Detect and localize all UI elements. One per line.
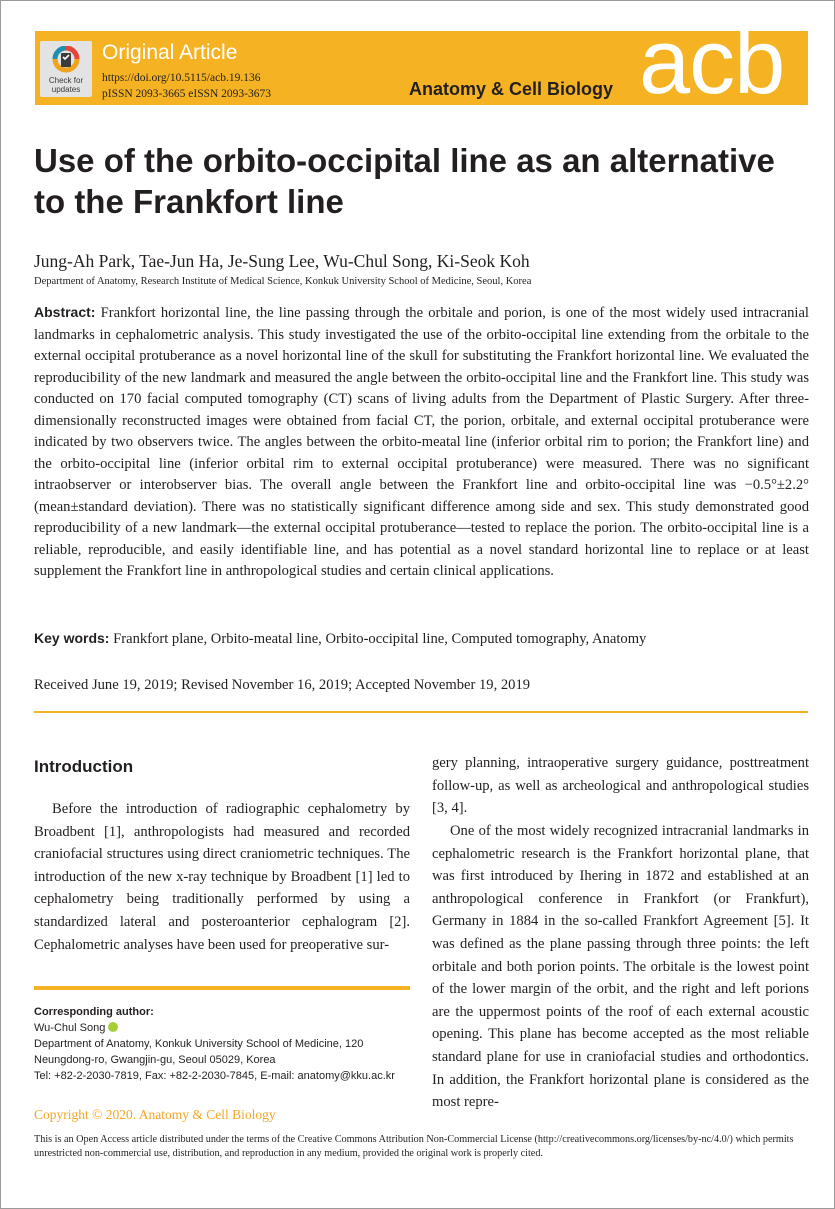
corresponding-author-label: Corresponding author:: [34, 1006, 154, 1018]
article-type: Original Article: [102, 41, 238, 64]
contact-info: Tel: +82-2-2030-7819, Fax: +82-2-2030-7845, E-mail: anatomy@kku.ac.kr: [34, 1070, 395, 1082]
check-for-updates-badge[interactable]: [40, 41, 92, 97]
keywords-text: Frankfort plane, Orbito-meatal line, Orbito-occipital line, Computed tomography, Anatomy: [113, 631, 647, 647]
issn-info: pISSN 2093-3665 eISSN 2093-3673: [102, 88, 271, 100]
intro-paragraph-right-2: One of the most widely recognized intracranial landmarks in cephalometric research is the Frankfort horizontal plane, that was first introduced by Ihering in 1872 and established at an anthropological conference in Frankfort (or Frankfurt), Germany in 1884 in the so-called Frankfort Agreement [5]. It was defined as the plane passing through three points: the left orbitale and both porion points. The orbitale is the lowest point of the lower margin of the orbit, and the right and left porions are the uppermost points of the roof of each external acoustic opening. This plane has become accepted as the most reliable standard plane for use in craniofacial studies and orthodontics. In addition, the Frankfort horizontal plane is considered as the most repre-: [432, 823, 809, 1111]
correspondence-divider: [34, 986, 410, 990]
received-dates: Received June 19, 2019; Revised November 16, 2019; Accepted November 19, 2019: [34, 677, 531, 693]
abstract: [34, 302, 809, 583]
badge-text-line2: updates: [51, 85, 81, 94]
corresponding-author-block: [34, 1004, 414, 1084]
keywords: [34, 630, 809, 648]
doi-link[interactable]: https://doi.org/10.5115/acb.19.136: [102, 72, 261, 84]
abstract-label: Abstract:: [34, 304, 96, 320]
badge-text-line1: Check for: [48, 76, 84, 85]
journal-logo: acb: [639, 11, 785, 113]
abstract-text: Frankfort horizontal line, the line passing through the orbitale and porion, is one of the most widely used intracranial landmarks in cephalometric analysis. This study investigated the use of the orbito-occipital line extending from the orbitale to the external occipital protuberance as a novel horizontal line of the skull for substituting the Frankfort horizontal line. We evaluated the reproducibility of the new landmark and measured the angle between the orbito-occipital line and the Frankfort line. This study was conducted on 170 facial computed tomography (CT) scans of living adults from the Department of Plastic Surgery. After three-dimensionally reconstructed images were obtained from facial CT, the porion, orbitale, and external occipital protuberance were indicated by two observers twice. The angles between the orbito-meatal line (inferior orbital rim to porion; the Frankfort line) and the orbito-occipital line (inferior orbital rim to external occipital protuberance) were measured. There was no significant intraobserver or interobserver bias. The overall angle between the Frankfort line and orbito-occipital line was −0.5°±2.2° (mean±standard deviation). There was no statistically significant difference among side and sex. This study demonstrated good reproducibility of a new landmark—the external occipital protuberance—tested to replace the porion. The orbito-occipital line is a reliable, reproducible, and easily identifiable line, and has potential as a novel standard horizontal line to replace or at least supplement the Frankfort line in anthropological studies and certain clinical applications.: [34, 305, 809, 579]
intro-paragraph-left: Before the introduction of radiographic cephalometry by Broadbent [1], anthropologists had measured and recorded craniofacial structures using direct craniometric techniques. The introduction of the new x-ray technique by Broadbent [1] led to cephalometry being traditionally performed by using a standardized lateral and posteroanterior cephalogram [2]. Cephalometric analyses have been used for preoperative sur-: [34, 801, 410, 953]
journal-header-band: [35, 11, 808, 113]
section-divider: [34, 711, 808, 713]
license-notice: This is an Open Access article distributed under the terms of the Creative Commons Attribution Non-Commercial License (http://creativecommons.org/licenses/by-nc/4.0/) which permits unrestricted non-commercial use, distribution, and reproduction in any medium, provided the original work is properly cited.: [34, 1134, 794, 1159]
address-line-2: Neungdong-ro, Gwangjin-gu, Seoul 05029, Korea: [34, 1054, 276, 1066]
orcid-icon[interactable]: [108, 1022, 118, 1032]
intro-paragraph-right-1: gery planning, intraoperative surgery guidance, posttreatment follow-up, as well as archeological and anthropological studies [3, 4].: [432, 755, 809, 817]
journal-name: Anatomy & Cell Biology: [409, 79, 614, 99]
author-list: Jung-Ah Park, Tae-Jun Ha, Je-Sung Lee, Wu-Chul Song, Ki-Seok Koh: [34, 251, 530, 271]
check-for-updates-label: [40, 76, 92, 94]
section-heading-introduction: Introduction: [34, 757, 134, 776]
address-line-1: Department of Anatomy, Konkuk University School of Medicine, 120: [34, 1038, 364, 1050]
copyright-notice: Copyright © 2020. Anatomy & Cell Biology: [34, 1107, 276, 1122]
check-for-updates-icon: [51, 46, 81, 74]
corresponding-author-name-line: [34, 1020, 414, 1036]
article-title: Use of the orbito-occipital line as an alternative to the Frankfort line: [34, 142, 775, 220]
keywords-label: Key words:: [34, 630, 110, 646]
author-affiliation: Department of Anatomy, Research Institute of Medical Science, Konkuk University School of Medicine, Seoul, Korea: [34, 276, 532, 287]
corresponding-author-name: Wu-Chul Song: [34, 1022, 106, 1034]
